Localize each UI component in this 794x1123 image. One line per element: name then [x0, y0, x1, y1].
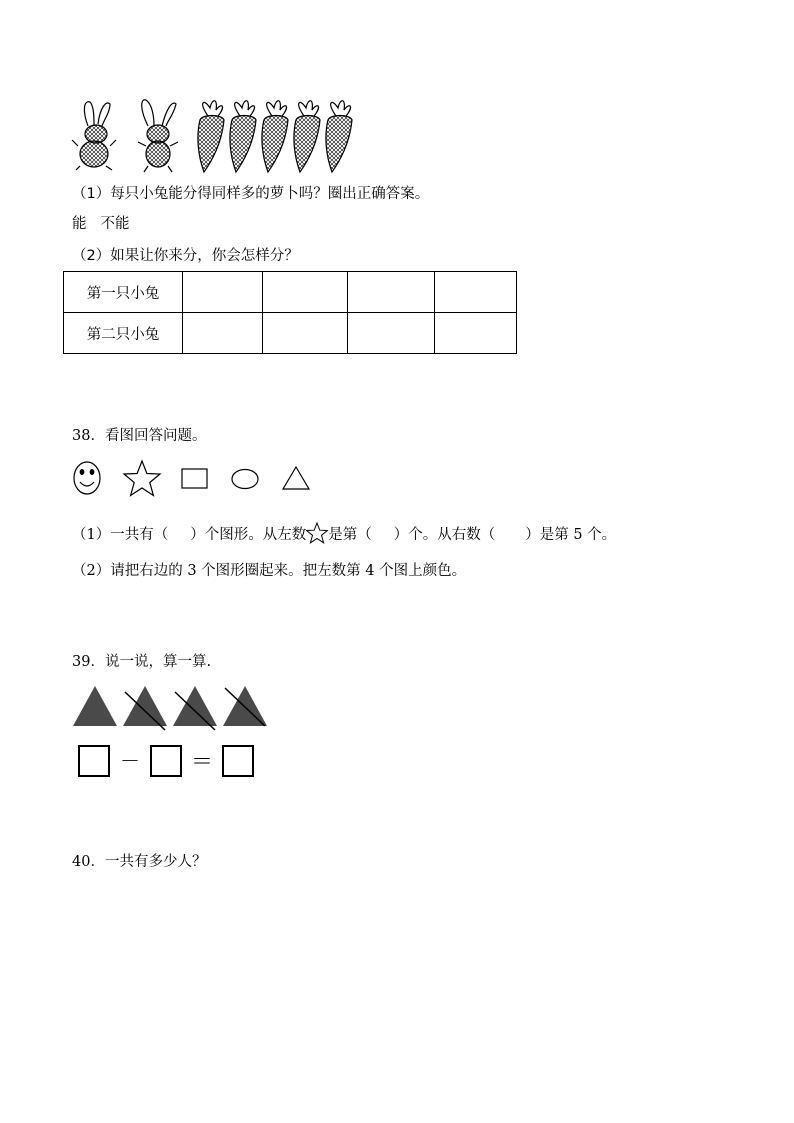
allocation-table — [63, 271, 517, 354]
rabbit-icon — [138, 100, 178, 172]
option-no[interactable]: 不能 — [100, 216, 130, 232]
star-icon — [306, 522, 328, 544]
q38-text: ）个。从右数（ — [393, 527, 496, 543]
q39-illustration — [70, 682, 270, 782]
answer-cell[interactable] — [435, 272, 517, 313]
answer-box[interactable] — [223, 746, 253, 776]
crossed-triangle-icon — [223, 686, 267, 726]
answer-cell[interactable] — [435, 313, 517, 354]
rabbits-carrots-illustration — [70, 96, 355, 176]
row-label: 第一只小兔 — [64, 272, 183, 313]
carrot-icon — [198, 101, 224, 172]
q38-part2: （2）请把右边的 3 个图形圈起来。把左数第 4 个图上颜色。 — [72, 563, 467, 579]
rabbit-icon — [72, 102, 116, 170]
option-yes[interactable]: 能 — [72, 216, 87, 232]
q38-text: ）是第 5 个。 — [525, 527, 617, 543]
equals-sign: ＝ — [190, 750, 214, 775]
q37-part2: （2）如果让你来分，你会怎样分？ — [72, 248, 299, 264]
crossed-triangle-icon — [173, 686, 217, 730]
ellipse-icon — [232, 470, 258, 489]
row-label: 第二只小兔 — [64, 313, 183, 354]
carrot-icon — [326, 101, 352, 172]
answer-cell[interactable] — [348, 272, 435, 313]
carrot-icon — [230, 101, 256, 172]
q38-text: （1）一共有（ — [72, 527, 169, 543]
triangle-icon — [73, 686, 117, 726]
answer-cell[interactable] — [348, 313, 435, 354]
star-icon — [124, 461, 160, 496]
answer-cell[interactable] — [263, 272, 348, 313]
carrot-icon — [262, 101, 288, 172]
smiley-face-icon — [74, 462, 100, 494]
answer-cell[interactable] — [263, 313, 348, 354]
q39-title: 39．说一说，算一算. — [72, 654, 212, 670]
q40-title: 40．一共有多少人？ — [72, 854, 207, 870]
answer-box[interactable] — [79, 746, 109, 776]
minus-sign: － — [120, 749, 140, 773]
q38-text: ）个图形。从左数 — [190, 527, 307, 543]
q38-part1 — [72, 522, 616, 545]
q37-part1: （1）每只小兔能分得同样多的萝卜吗？圈出正确答案。 — [72, 186, 430, 202]
q37-options — [72, 214, 130, 234]
triangle-icon — [283, 467, 309, 489]
table-row — [64, 313, 517, 354]
square-icon — [182, 469, 207, 488]
answer-box[interactable] — [151, 746, 181, 776]
q38-shapes — [70, 458, 320, 498]
q38-title: 38．看图回答问题。 — [72, 428, 207, 444]
answer-cell[interactable] — [183, 313, 263, 354]
answer-cell[interactable] — [183, 272, 263, 313]
crossed-triangle-icon — [123, 686, 167, 730]
carrot-icon — [294, 101, 320, 172]
q38-text: 是第（ — [328, 527, 372, 543]
table-row — [64, 272, 517, 313]
